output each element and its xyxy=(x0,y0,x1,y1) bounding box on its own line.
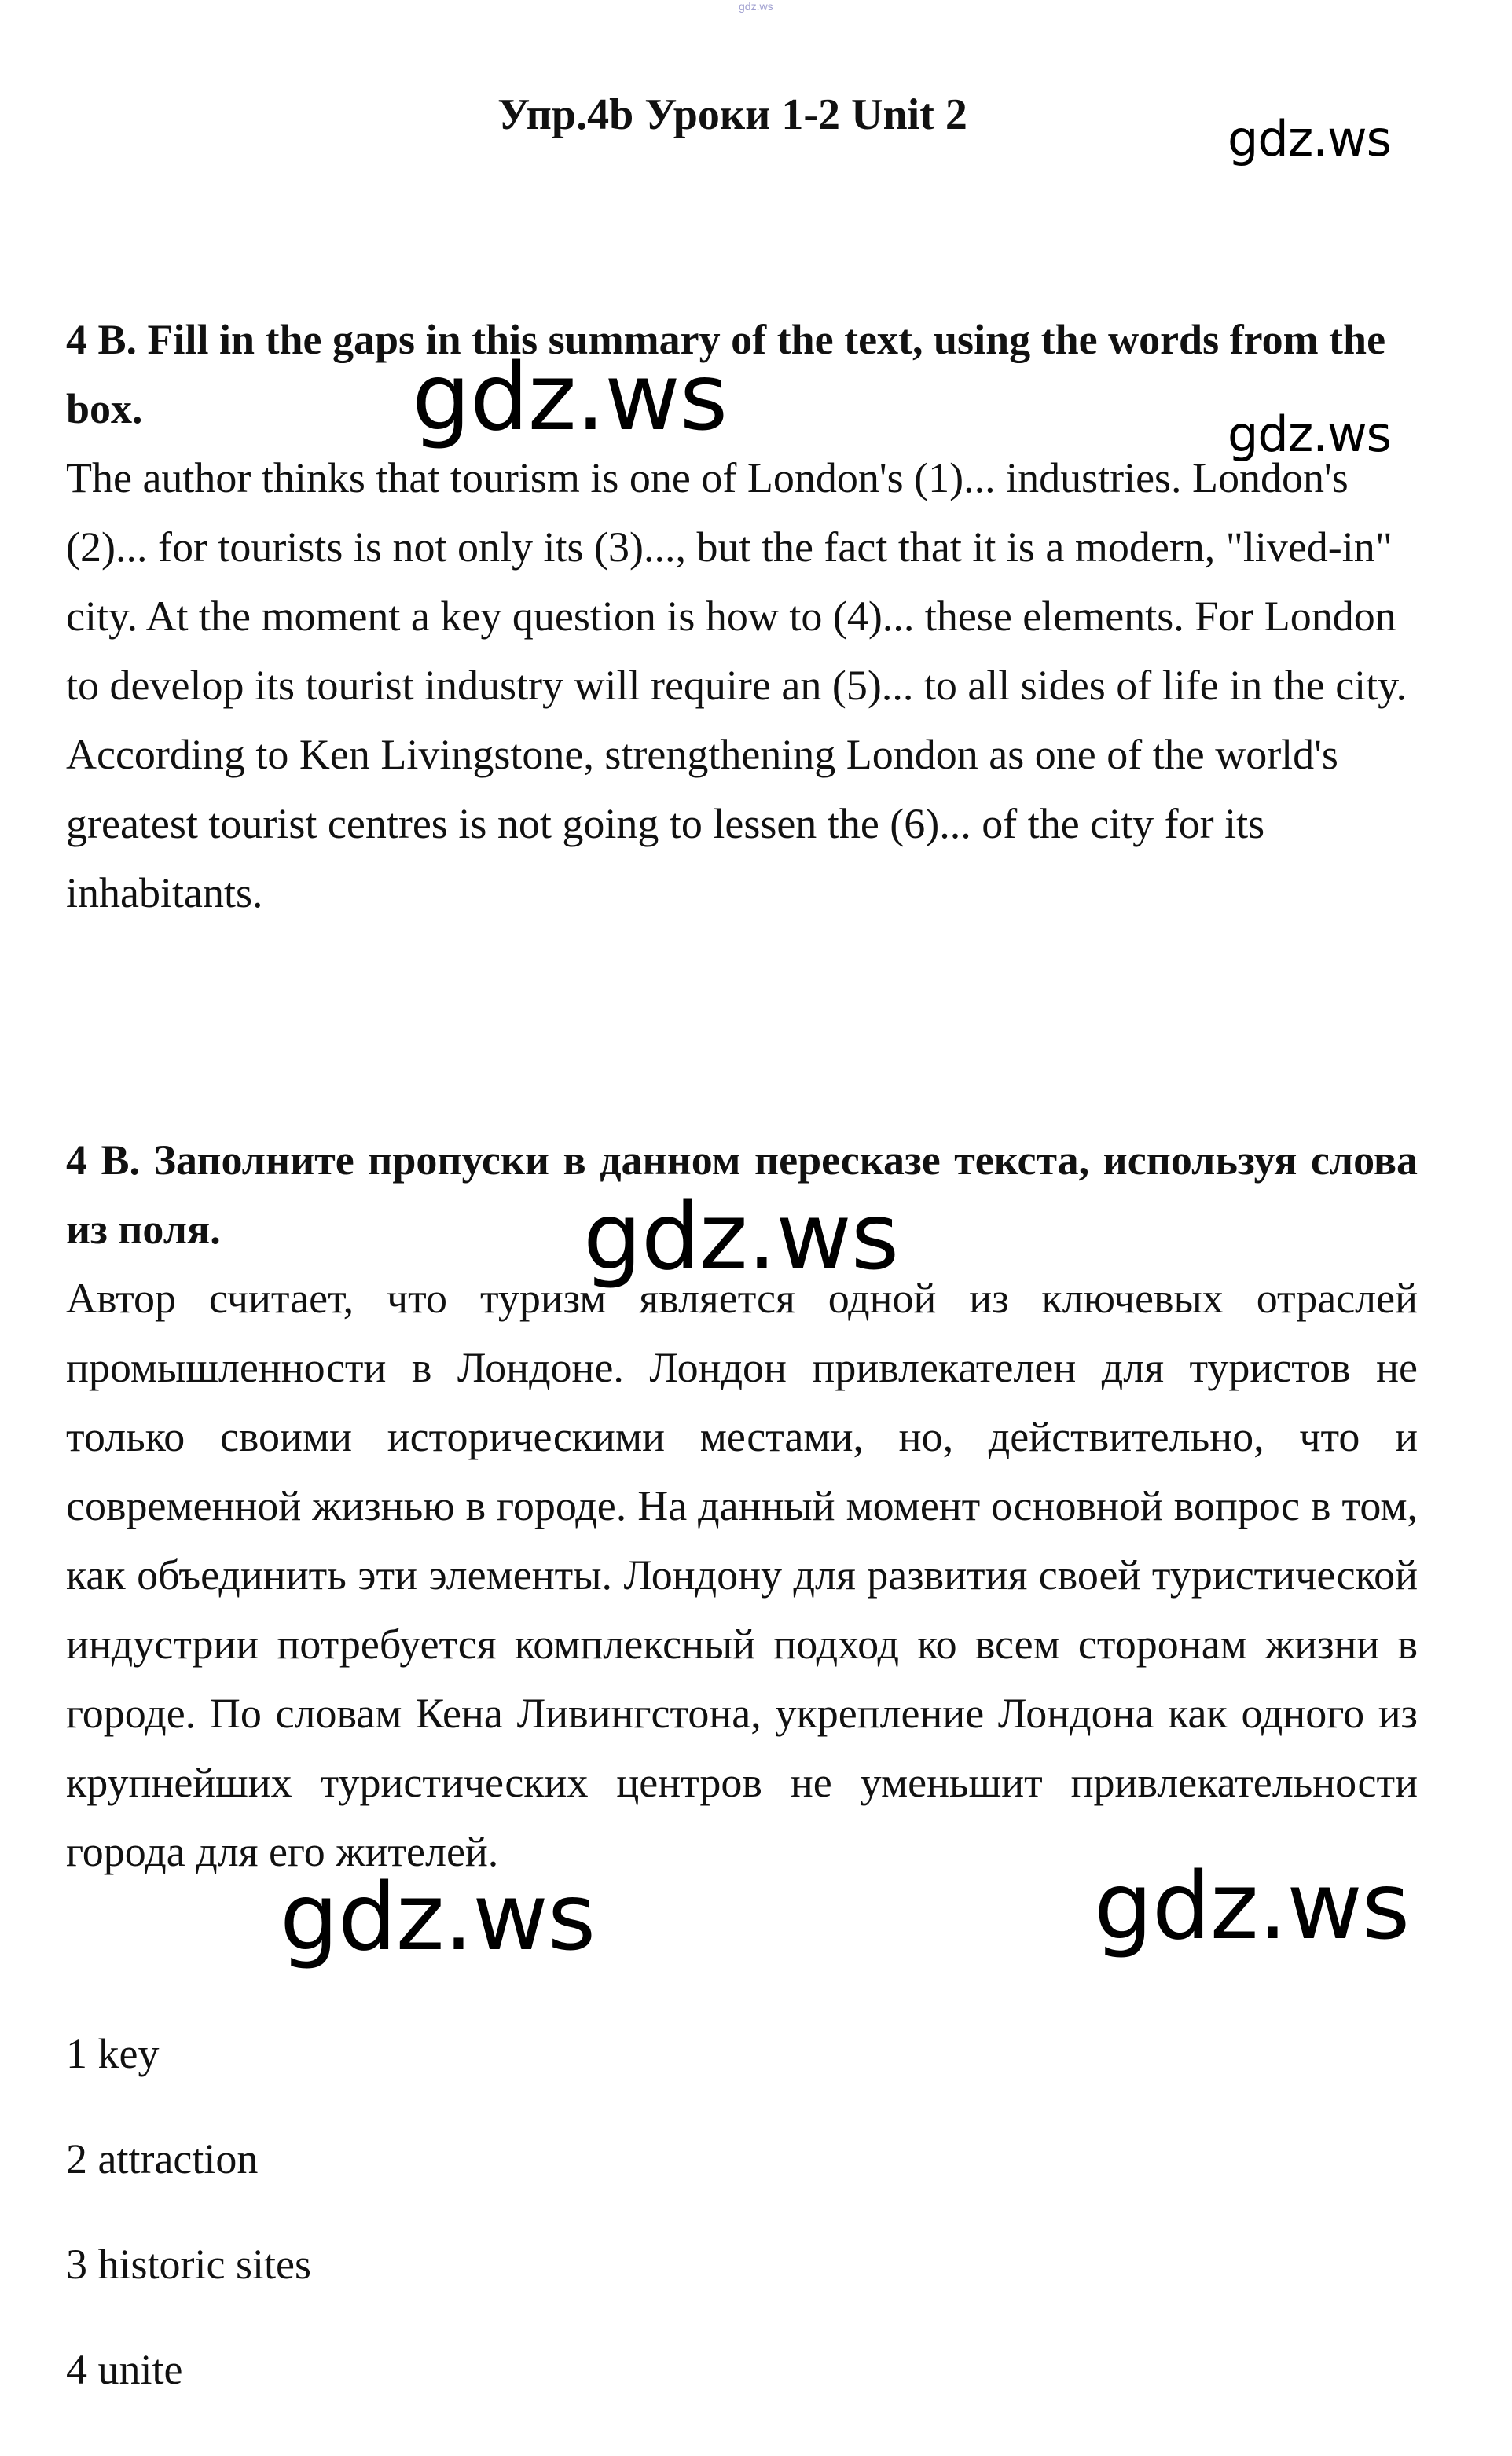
answer-item: 2 attraction xyxy=(66,2135,259,2182)
watermark: gdz.ws xyxy=(1094,1852,1410,1960)
watermark: gdz.ws xyxy=(280,1863,596,1971)
page-title-text: Упр.4b Уроки 1-2 Unit 2 xyxy=(497,90,967,139)
answer-item: 1 key xyxy=(66,2030,160,2077)
exercise-heading: 4 B. Заполните пропуски в данном пересказе текста, используя слова из поля. xyxy=(66,1136,1418,1253)
exercise-heading: 4 B. Fill in the gaps in this summary of the text, using the words from the box. xyxy=(66,316,1386,432)
answer-item: 3 historic sites xyxy=(66,2241,311,2288)
watermark: gdz.ws xyxy=(1228,406,1391,463)
exercise-text: Автор считает, что туризм является одной из ключевых отраслей промышленности в Лондоне. Лондон привлекателен для туристов не только своими историческими местами, но, действительно, что и современной жизнью в городе. На данный момент основной вопрос в том, как объединить эти элементы. Лондону для развития своей туристической индустрии потребуется комплексный подход ко всем сторонам жизни в городе. По словам Кена Ливингстона, укрепление Лондона как одного из крупнейших туристических центров не уменьшит привлекательности города для его жителей. xyxy=(66,1275,1418,1875)
exercise-text: The author thinks that tourism is one of London's (1)... industries. London's (2)... for tourists is not only its (3)..., but the fact that it is a modern, "lived-in" city. At the moment a key question is how to (4)... these elements. For London to develop its tourist industry will require an (5)... to all sides of life in the city. According to Ken Livingstone, strengthening London as one of the world's greatest tourist centres is not going to lessen the (6)... of the city for its inhabitants. xyxy=(66,454,1407,916)
exercise-english xyxy=(66,305,1418,927)
answer-item: 4 unite xyxy=(66,2346,183,2393)
exercise-russian xyxy=(66,1125,1418,1886)
watermark: gdz.ws xyxy=(412,343,728,451)
top-watermark: gdz.ws xyxy=(739,0,773,13)
watermark: gdz.ws xyxy=(583,1182,899,1290)
watermark: gdz.ws xyxy=(1228,110,1391,167)
